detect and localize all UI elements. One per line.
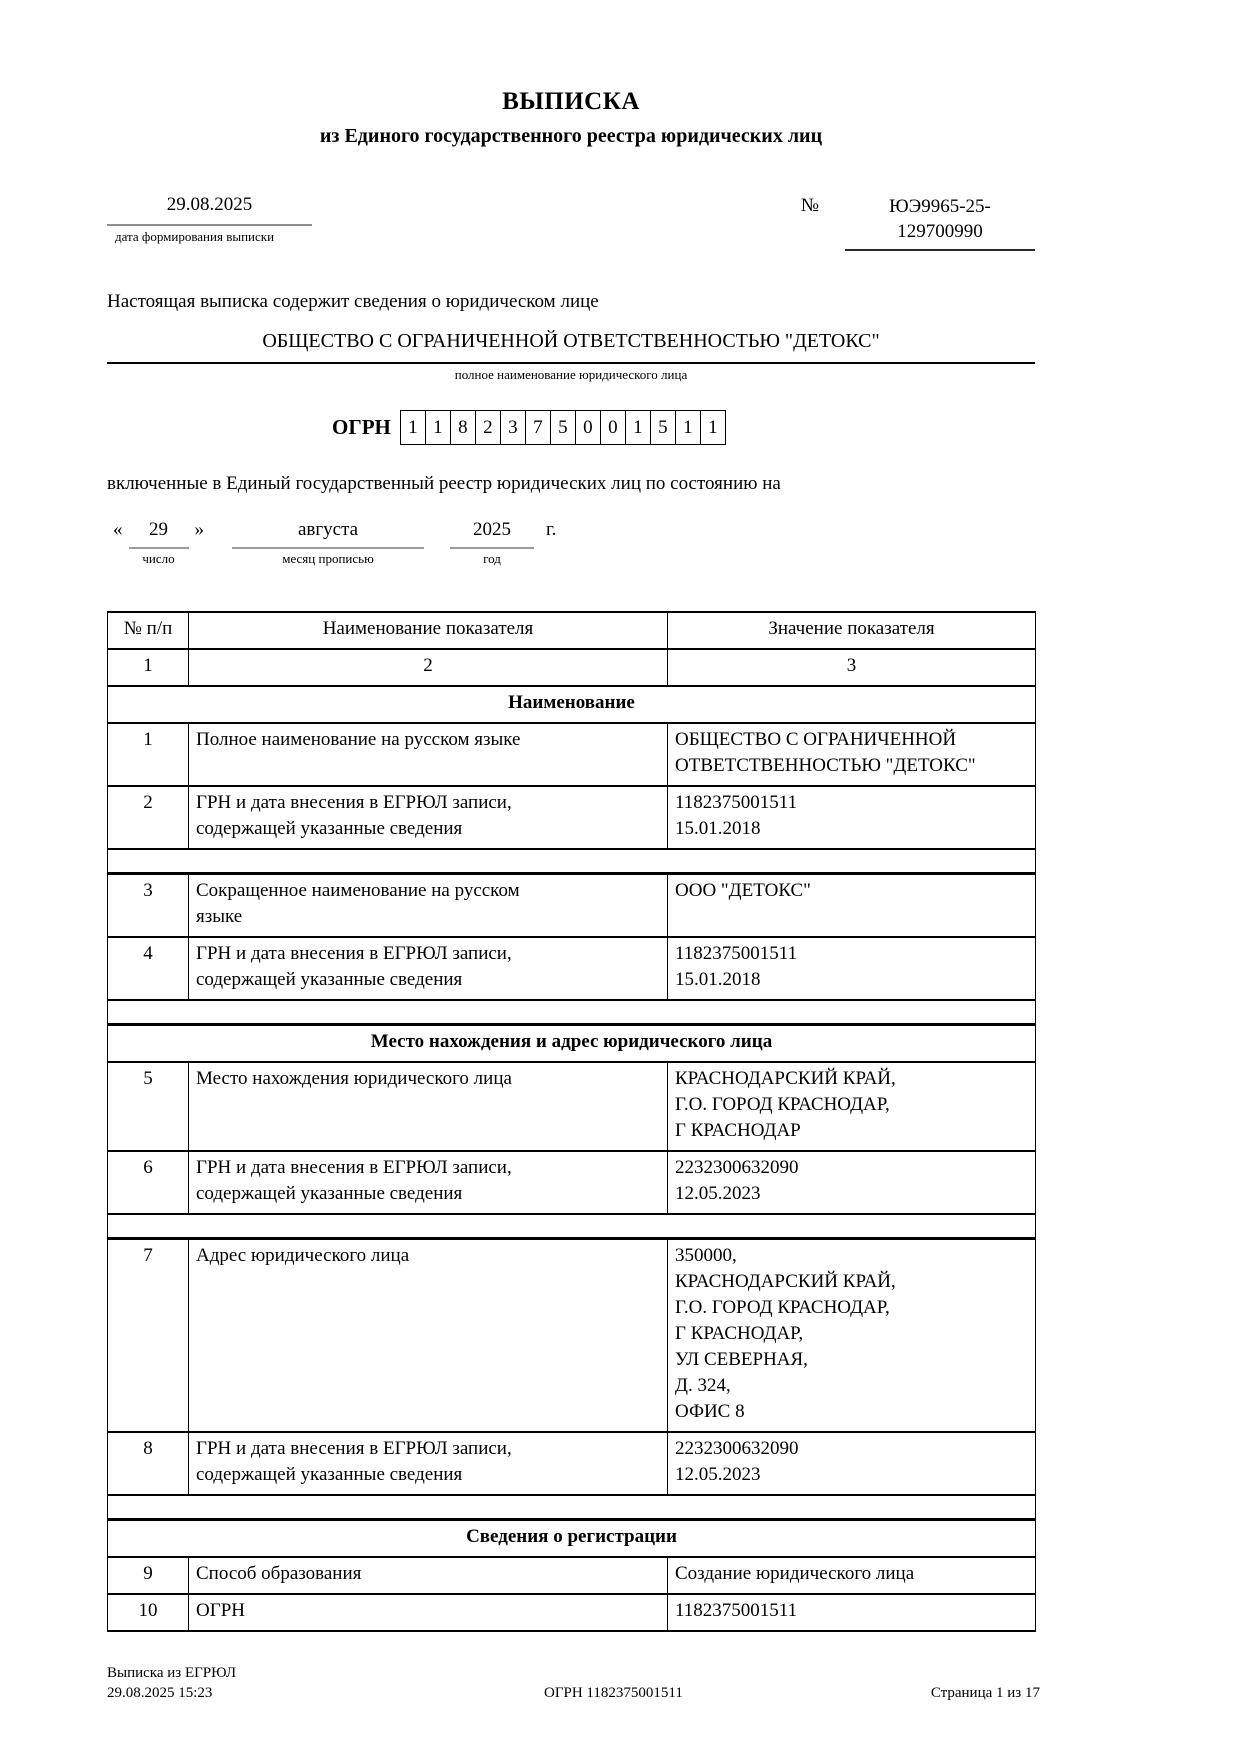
row-number-cell: 3	[108, 874, 189, 938]
open-quote: «	[113, 519, 123, 540]
ogrn-digit-box: 1	[425, 410, 451, 445]
ogrn-digit-box: 5	[650, 410, 676, 445]
table-row	[108, 1239, 1036, 1433]
ogrn-boxes	[400, 410, 726, 445]
indicator-value-cell: 1182375001511 15.01.2018	[668, 786, 1036, 849]
extract-date-block	[107, 194, 312, 245]
section-title: Сведения о регистрации	[108, 1520, 1036, 1558]
ogrn-digit-box: 2	[475, 410, 501, 445]
indicator-name-cell: ГРН и дата внесения в ЕГРЮЛ записи, содержащей указанные сведения	[189, 937, 668, 1000]
indicator-value-cell: ООО "ДЕТОКС"	[668, 874, 1036, 938]
table-row	[108, 1151, 1036, 1214]
section-header-row	[108, 1025, 1036, 1063]
table-row	[108, 1557, 1036, 1594]
indicator-value-cell: КРАСНОДАРСКИЙ КРАЙ, Г.О. ГОРОД КРАСНОДАР, Г КРАСНОДАР	[668, 1062, 1036, 1151]
column-numbers-row	[108, 649, 1036, 686]
indicator-name-cell: Сокращенное наименование на русском языке	[189, 874, 668, 938]
row-number-cell: 10	[108, 1594, 189, 1631]
extract-number-block	[801, 194, 1035, 251]
table-row	[108, 1062, 1036, 1151]
spacer-cell	[108, 1495, 1036, 1520]
spacer-row	[108, 1000, 1036, 1025]
spacer-cell	[108, 1000, 1036, 1025]
ogrn-digit-box: 3	[500, 410, 526, 445]
indicator-value-cell: 350000, КРАСНОДАРСКИЙ КРАЙ, Г.О. ГОРОД КРАСНОДАР, Г КРАСНОДАР, УЛ СЕВЕРНАЯ, Д. 324, ОФИС 8	[668, 1239, 1036, 1433]
document-title: ВЫПИСКА	[502, 88, 640, 115]
extract-number	[845, 194, 1035, 251]
as-of-day-caption: число	[142, 551, 175, 566]
section-title: Наименование	[108, 686, 1036, 723]
column-number: 3	[668, 649, 1036, 686]
footer-page-number: Страница 1 из 17	[930, 1685, 1040, 1701]
table-row	[108, 1432, 1036, 1495]
ogrn-digit-box: 1	[400, 410, 426, 445]
ogrn-digit-box: 1	[625, 410, 651, 445]
registry-table	[107, 611, 1036, 1632]
row-number-cell: 2	[108, 786, 189, 849]
section-header-row	[108, 1520, 1036, 1558]
ogrn-digit-box: 0	[575, 410, 601, 445]
as-of-year-caption: год	[483, 551, 501, 566]
row-number-cell: 8	[108, 1432, 189, 1495]
ogrn-digit-box: 1	[675, 410, 701, 445]
row-number-cell: 6	[108, 1151, 189, 1214]
table-row	[108, 723, 1036, 786]
document-subtitle: из Единого государственного реестра юридических лиц	[319, 125, 823, 147]
row-number-cell: 7	[108, 1239, 189, 1433]
header-indicator-name: Наименование показателя	[189, 612, 668, 649]
footer-ogrn: ОГРН 1182375001511	[544, 1685, 683, 1701]
indicator-name-cell: ГРН и дата внесения в ЕГРЮЛ записи, содержащей указанные сведения	[189, 786, 668, 849]
footer-extract-info	[107, 1663, 236, 1703]
close-quote: »	[194, 519, 204, 540]
spacer-cell	[108, 1214, 1036, 1239]
as-of-year-field	[450, 519, 534, 567]
extract-date: 29.08.2025	[107, 194, 312, 226]
as-of-month-caption: месяц прописью	[282, 551, 374, 566]
meta-row	[107, 194, 1035, 251]
as-of-month-field	[232, 519, 424, 567]
footer-timestamp: 29.08.2025 15:23	[107, 1685, 213, 1701]
included-line: включенные в Единый государственный реестр юридических лиц по состоянию на	[107, 473, 781, 494]
document-content	[107, 0, 1035, 1632]
section-header-row	[108, 686, 1036, 723]
indicator-value-cell: 1182375001511 15.01.2018	[668, 937, 1036, 1000]
header-num: № п/п	[108, 612, 189, 649]
spacer-row	[108, 1495, 1036, 1520]
ogrn-digit-box: 5	[550, 410, 576, 445]
as-of-month: августа	[232, 519, 424, 549]
header-indicator-value: Значение показателя	[668, 612, 1036, 649]
row-number-cell: 9	[108, 1557, 189, 1594]
page-footer	[107, 1663, 1040, 1703]
intro-line: Настоящая выписка содержит сведения о юридическом лице	[107, 291, 599, 312]
registry-table-body	[108, 612, 1036, 1631]
row-number-cell: 4	[108, 937, 189, 1000]
indicator-name-cell: Полное наименование на русском языке	[189, 723, 668, 786]
indicator-value-cell: 2232300632090 12.05.2023	[668, 1151, 1036, 1214]
indicator-name-cell: Место нахождения юридического лица	[189, 1062, 668, 1151]
table-row	[108, 937, 1036, 1000]
indicator-value-cell: Создание юридического лица	[668, 1557, 1036, 1594]
column-number: 2	[189, 649, 668, 686]
ogrn-digit-box: 1	[700, 410, 726, 445]
as-of-year: 2025	[450, 519, 534, 549]
table-row	[108, 874, 1036, 938]
company-name-caption: полное наименование юридического лица	[454, 367, 688, 382]
extract-number-line2: 129700990	[897, 221, 983, 242]
ogrn-label: ОГРН	[332, 415, 391, 439]
extract-date-caption: дата формирования выписки	[115, 229, 275, 244]
indicator-name-cell: ГРН и дата внесения в ЕГРЮЛ записи, содержащей указанные сведения	[189, 1151, 668, 1214]
ogrn-row	[332, 410, 1035, 445]
row-number-cell: 1	[108, 723, 189, 786]
table-row	[108, 1594, 1036, 1631]
indicator-name-cell: Адрес юридического лица	[189, 1239, 668, 1433]
column-number: 1	[108, 649, 189, 686]
as-of-day-field	[129, 519, 189, 567]
indicator-name-cell: ГРН и дата внесения в ЕГРЮЛ записи, содержащей указанные сведения	[189, 1432, 668, 1495]
ogrn-digit-box: 0	[600, 410, 626, 445]
number-sign: №	[800, 195, 819, 216]
as-of-date	[107, 519, 1035, 567]
as-of-day: 29	[129, 519, 189, 549]
section-title: Место нахождения и адрес юридического лица	[108, 1025, 1036, 1063]
indicator-value-cell: 2232300632090 12.05.2023	[668, 1432, 1036, 1495]
indicator-name-cell: Способ образования	[189, 1557, 668, 1594]
ogrn-digit-box: 7	[525, 410, 551, 445]
indicator-value-cell: ОБЩЕСТВО С ОГРАНИЧЕННОЙ ОТВЕТСТВЕННОСТЬЮ "ДЕТОКС"	[668, 723, 1036, 786]
ogrn-digit-box: 8	[450, 410, 476, 445]
spacer-row	[108, 849, 1036, 874]
spacer-row	[108, 1214, 1036, 1239]
spacer-cell	[108, 849, 1036, 874]
indicator-name-cell: ОГРН	[189, 1594, 668, 1631]
indicator-value-cell: 1182375001511	[668, 1594, 1036, 1631]
table-header-row	[108, 612, 1036, 649]
company-name: ОБЩЕСТВО С ОГРАНИЧЕННОЙ ОТВЕТСТВЕННОСТЬЮ "ДЕТОКС"	[107, 330, 1035, 364]
extract-number-line1: ЮЭ9965-25-	[889, 196, 991, 217]
table-row	[108, 786, 1036, 849]
row-number-cell: 5	[108, 1062, 189, 1151]
footer-doc-type: Выписка из ЕГРЮЛ	[107, 1665, 236, 1681]
year-suffix: г.	[546, 519, 557, 540]
